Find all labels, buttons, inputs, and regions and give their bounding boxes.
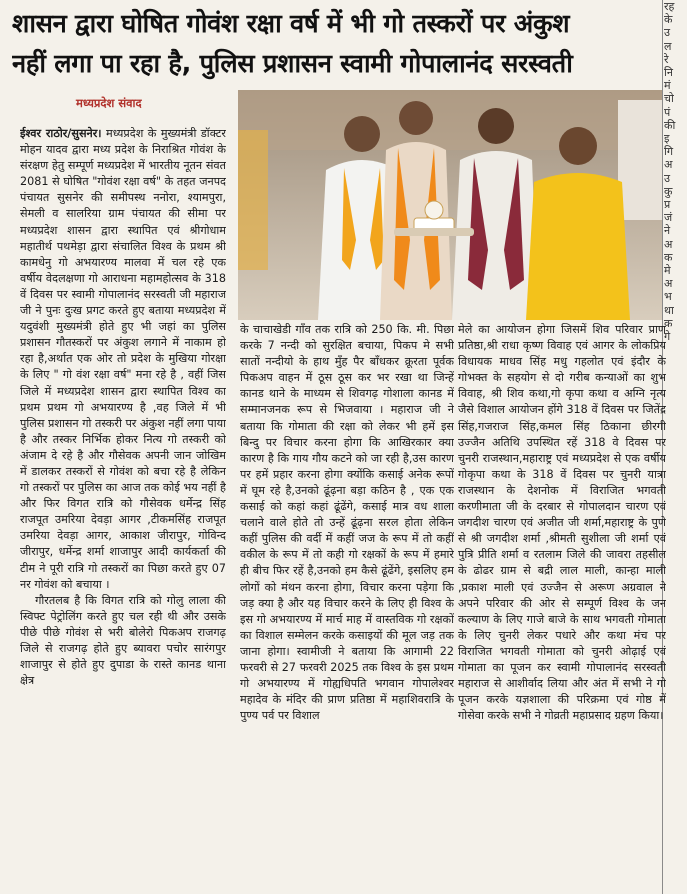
clip-fragment: गे — [664, 330, 671, 344]
adjacent-article-clip — [664, 0, 687, 894]
clip-fragment: प्र — [664, 198, 671, 212]
clip-fragment: उ — [664, 26, 671, 40]
clip-fragment: चो — [664, 92, 674, 106]
clip-fragment: ल — [664, 39, 672, 53]
source-label: मध्यप्रदेश संवाद — [76, 96, 142, 110]
clip-fragment: के — [664, 13, 673, 27]
clip-fragment: रह — [664, 0, 675, 13]
clip-fragment: उ — [664, 171, 671, 185]
clip-fragment: भ — [664, 290, 672, 304]
clip-fragment: मे — [664, 264, 671, 278]
article-text-col2: के चाचाखेडी गाँव तक रात्रि को 250 कि. मी. पिछा करके 7 नन्दी को सुरक्षित बचाया, पिकप मे सभी सातों नन्दीयो के हाथ मुँह पैर बाँधकर क्रूरता पूर्वक पिकअप वाहन में ठूस ठूस कर भर रखा था जिन्हें कानड थाने के माध्यम से शिवगढ़ गोशाला कानड में सम्मानजनक रूप से भिजवाया । महाराज जी ने बताया कि गोमाता की रक्षा को लेकर भी हमें इस बिन्दु पर विचार करना होगा कि आखिरकार क्या कारण है कि गाय गौय कटने को जा रही है,उस कारण पर हमें प्रहार करना होगा क्योंकि कसाई अनेक रूपों में घूम रहे है,उनको ढूंढ़ना बड़ा कठिन है , एक एक कसाई को कहां कहां ढूंढेंगे, कसाई मात्र वध शाला चलाने वाले होते तो उन्हें ढूंढ़ना सरल होता लेकिन कहीं पुलिस की वर्दी में कहीं जज के रूप में तो कहीं वकील के रूप में तो कही गो रक्षकों के रूप में हमारे ही बीच फिर रहें है,उनको हम कैसे ढूंढेंगे, इसलिए हम लोगों को मंथन करना होगा, विचार करना पड़ेगा कि जड़ क्या है और यह विचार करने के लिए ही विश्व के इस गो अभयारण्य में मार्च माह में वास्तविक गो रक्षकों का विशाल सम्मेलन करके कसाइयों की मूल जड़ तक जाना होगा। स्वामीजी ने बताया कि आगामी 22 फरवरी से 27 फरवरी 2025 तक विश्व के इस प्रथम गो अभयारण्य में गोह्यधिपति भगवान गोपालेश्वर महादेव के मंदिर की प्राण प्रतिष्ठा में महाशिवरात्रि के पुण्य पर्व पर विशाल — [240, 323, 454, 723]
headline-line-1: शासन द्वारा घोषित गोवंश रक्षा वर्ष में भी गो तस्करों पर अंकुश — [12, 9, 570, 39]
clip-fragment: रे — [664, 52, 669, 66]
clip-fragment: नि — [664, 66, 673, 80]
clip-fragment: अ — [664, 237, 673, 251]
clip-fragment: मं — [664, 79, 671, 93]
clip-fragment: अ — [664, 277, 673, 291]
clip-fragment: अ — [664, 158, 673, 172]
clip-fragment: इ — [664, 132, 670, 146]
article-column-3 — [458, 322, 666, 894]
byline: ईश्वर राठोर/सुसनेर। — [20, 127, 102, 140]
article-text-col1: मध्यप्रदेश के मुख्यमंत्री डॉक्टर मोहन यादव द्वारा मध्य प्रदेश के निराश्रित गोवंश के संरक्षण हेतु सम्पूर्ण मध्यप्रदेश में भारतीय नूतन संवत 2081 से घोषित "गोवंश रक्षा वर्ष" के तहत जनपद पंचायत सुसनेर की समीपस्थ ननोरा, श्यामपुरा, सेमली व सालरिया ग्राम पंचायत की सीमा पर मध्यप्रदेश शासन द्वारा स्थापित एवं श्रीगोधाम महातीर्थ पथमेड़ा द्वारा संचालित विश्व के प्रथम श्री कामधेनु गो अभयारण्य मालवा में चल रहे एक वर्षीय वेदलक्षणा गो आराधना महामहोत्सव के 318 वें दिवस पर स्वामी गोपालानंद सरस्वती जी महाराज जी ने पुनः दुःख प्रगट करते हुए बताया मध्यप्रदेश में यदुवंशी मुख्यमंत्री होते हुए भी जहां का पुलिस प्रशासन गौतस्करों पर अंकुश लगाने में नाकाम हो रहा है,अर्थात एक ओर तो प्रदेश के मुखिया गोरक्षा के लिए " गो वंश रक्षा वर्ष" मना रहे है , वहीं जिस जिले में मध्यप्रदेश शासन द्वारा स्थापित विश्व का प्रथम प्रथम गो अभयारण्य है ,वह जिले में भी पुलिस प्रशासन गो तस्करी पर अंकुश नहीं लगा पाया है और तस्कर निर्भिक होकर नित्य गो तस्करी को अंजाम दे रहे है और गौसेवक अपनी जान जोखिम में डालकर तस्करों से गोवंश को बचा रहे है लेकिन गो तस्करों पर पुलिस का आज तक कोई भय नहीं है और फिर विगत रात्रि को गौसेवक धर्मेन्द्र सिंह राजपूत उमरिया देवड़ा आगर ,टीकमसिंह राजपूत उमरिया देवड़ा आगर, आकाश जीरापुर, गोविन्द जीरापुर, धर्मेन्द्र शर्मा शाजापुर आदी कार्यकर्ता की टीम ने पूरी रात्रि गो तस्करों का पिछा करते हुए 07 नर गोवंश को बचाया । — [20, 127, 226, 591]
clip-fragment: कु — [664, 184, 673, 198]
clip-fragment: पं — [664, 105, 671, 119]
news-photo — [238, 90, 662, 320]
clip-fragment: था — [664, 303, 674, 317]
article-text-col1-para2: गौरतलब है कि विगत रात्रि को गोलु लाला की स्विफ्ट पेट्रोलिंग करते हुए चल रही थी और उसके पीछे पीछे गोवंश से भरी बोलेरो पिकअप राजगढ़ जिले से राजगढ़ होते हुए ब्यावरा पचोर सारंगपुर शाजापुर से होते हुए दुपाडा के रास्ते कानड थाना क्षेत्र — [20, 593, 226, 688]
article-column-1 — [20, 126, 226, 894]
headline — [12, 4, 662, 86]
clip-fragment: क — [664, 250, 673, 264]
clip-fragment: की — [664, 118, 676, 132]
photo-icon — [238, 90, 662, 320]
clip-fragment: गि — [664, 145, 674, 159]
clip-fragment: ने — [664, 224, 671, 238]
headline-line-2: नहीं लगा पा रहा है, पुलिस प्रशासन स्वामी गोपालानंद सरस्वती — [12, 49, 573, 79]
article-column-2 — [240, 322, 454, 894]
article-text-col3: मेले का आयोजन होगा जिसमें शिव परिवार प्राण प्रतिष्ठा,श्री राधा कृष्ण विवाह एवं आगर के लोकप्रिय विधायक माधव सिंह मधु गहलोत एवं इंदौर के गोभक्त के सहयोग से दो गरीब कन्याओं का शुभ विवाह, श्री शिव कथा,गो कृपा कथा व अग्नि नृत्य जैसे विशाल आयोजन होंगे 318 वें दिवस पर जितेंद्र सिंह,गजराज सिंह,कमल सिंह ठिकाना छीरगी उज्जैन अतिथि उपस्थित रहें 318 वे दिवस पर चुनरी राजस्थान,महाराष्ट्र एवं मध्यप्रदेश से एक वर्षीय गोकृपा कथा के 318 वें दिवस पर चुनरी यात्रा राजस्थान के देशनोक में विराजित भगवती करणीमाता जी के दरबार से गोपालदान चारण एवं जगदीश चारण एवं अजीत जी शर्मा,महाराष्ट्र के पुणे से श्री जगदीश शर्मा ,श्रीमती सुशीला जी शर्मा एवं पुत्रि प्रीति शर्मा व रतलाम जिले की जावरा तहसील के ढोढर ग्राम से बद्री लाल माली, कान्हा माली ,प्रकाश माली एवं उज्जैन से अरूण अग्रवाल ने अपने परिवार की ओर से सम्पूर्ण विश्व के जन कल्याण के लिए गाजे बाजे के साथ भगवती गोमाता के लिए चुनरी लेकर पधारे और कथा मंच पर विराजित भगवती गोमाता को चुनरी ओढ़ाई एवं गोमाता का पूजन कर स्वामी गोपालानंद सरस्वती महाराज से आशीर्वाद लिया और अंत में सभी ने गो पूजन करके यज्ञशाला की परिक्रमा एवं गोष्ठ में गोसेवा करके सभी ने गोव्रती महाप्रसाद ग्रहण किया। — [458, 323, 666, 723]
clip-fragment: जं — [664, 211, 673, 225]
clip-fragment: क — [664, 316, 673, 330]
